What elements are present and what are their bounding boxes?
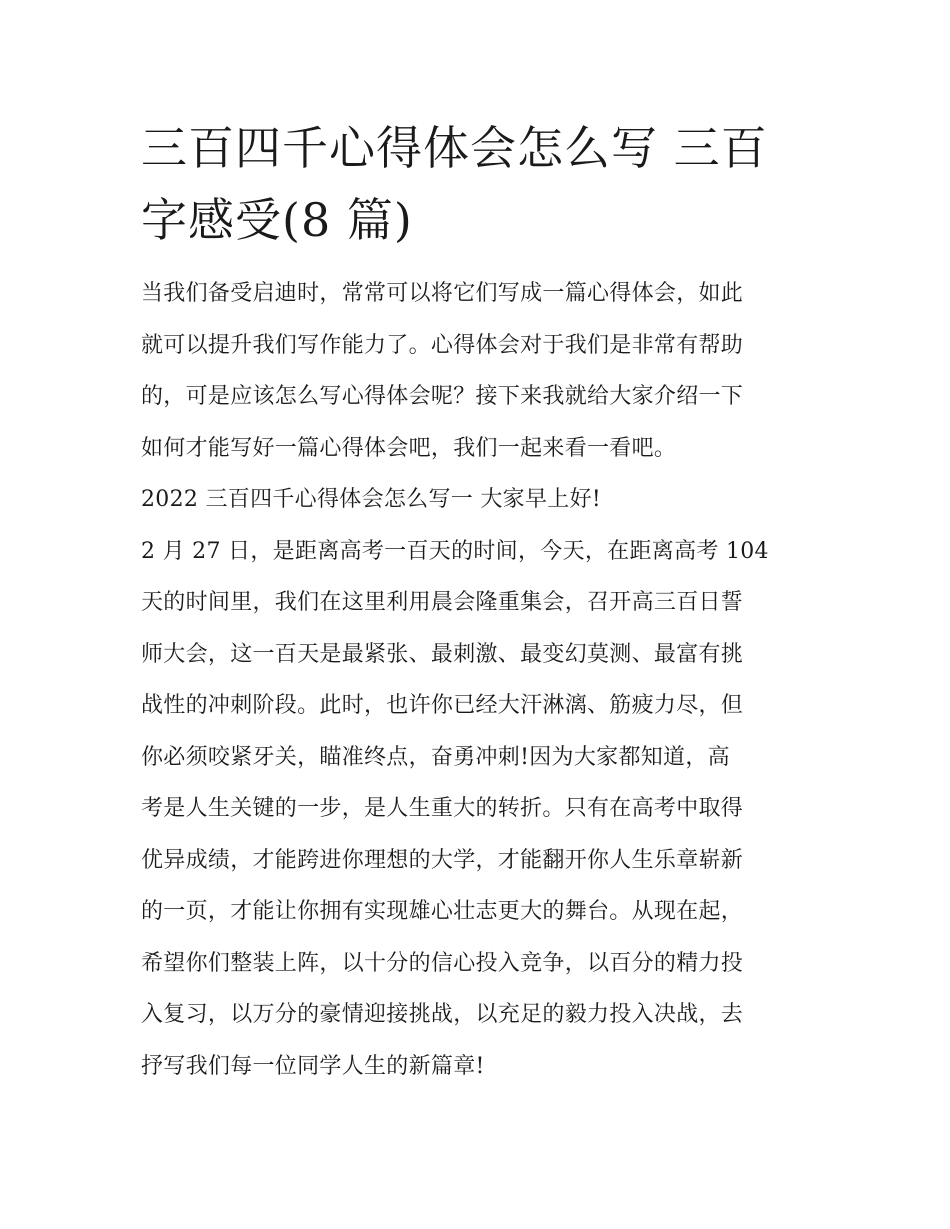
- intro-paragraph: 当我们备受启迪时，常常可以将它们写成一篇心得体会，如此 就可以提升我们写作能力了。心得体会对于我们是非常有帮助 的，可是应该怎么写心得体会呢？接下来我就给大家介绍一下 如何才能写好一篇心得体会吧，我们一起来看一看吧。: [141, 281, 744, 461]
- document-title: 三百四千心得体会怎么写 三百 字感受(8 篇): [141, 121, 768, 247]
- document-page: [141, 112, 813, 1092]
- body-paragraph: 2 月 27 日，是距离高考一百天的时间，今天，在距离高考 104 天的时间里，我们在这里利用晨会隆重集会，召开高三百日誓 师大会，这一百天是最紧张、最刺激、最变幻莫测、最富有挑 战性的冲刺阶段。此时，也许你已经大汗淋漓、筋疲力尽，但 你必须咬紧牙关，瞄准终点，奋勇冲刺!因为大家都知道，高 考是人生关键的一步，是人生重大的转折。只有在高考中取得 优异成绩，才能跨进你理想的大学，才能翻开你人生乐章崭新 的一页，才能让你拥有实现雄心壮志更大的舞台。从现在起， 希望你们整装上阵，以十分的信心投入竞争，以百分的精力投 入复习，以万分的豪情迎接挑战，以充足的毅力投入决战，去 抒写我们每一位同学人生的新篇章!: [141, 538, 769, 1079]
- section-heading-line: 2022 三百四千心得体会怎么写一 大家早上好!: [141, 487, 602, 512]
